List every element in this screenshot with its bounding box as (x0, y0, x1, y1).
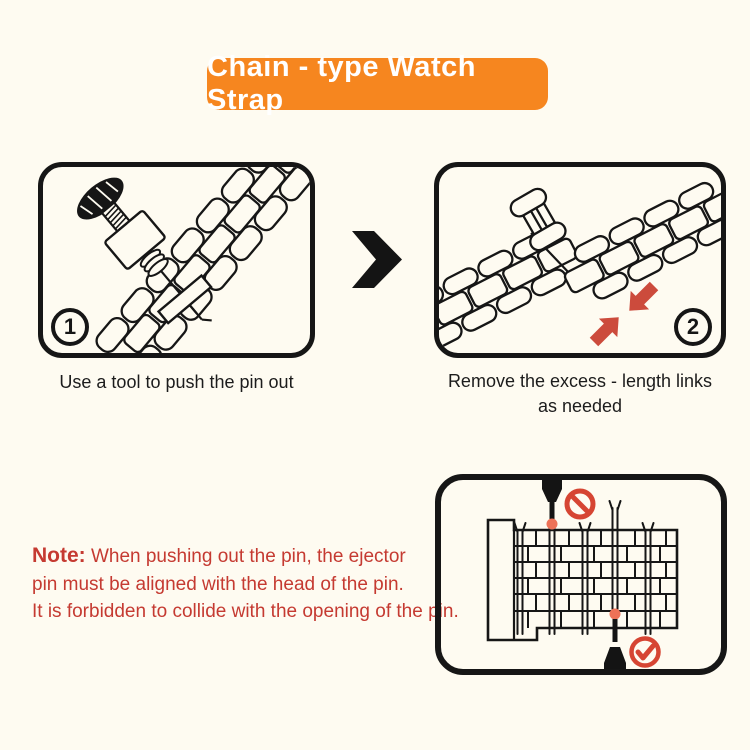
note-text: Note: When pushing out the pin, the ejector pin must be aligned with the head of the pin. It is forbidden to collide with the opening of the pin. (32, 544, 459, 622)
ejector-tool-top (542, 480, 562, 530)
note-label: Note: (32, 544, 86, 567)
contact-dot-top (547, 519, 558, 530)
step1-panel (38, 162, 315, 358)
prohibition-icon (567, 491, 593, 517)
ejector-tool-bottom (604, 609, 626, 670)
step2-panel (434, 162, 726, 358)
chain-segment-lower (439, 221, 586, 353)
next-step-arrow-icon (352, 231, 402, 288)
step2-caption: Remove the excess - length links as needed (447, 371, 713, 416)
chain-segment-upper (555, 171, 721, 310)
pin-alignment-diagram (441, 480, 721, 669)
step2-number-badge: 2 (674, 308, 712, 346)
step1-number-badge: 1 (51, 308, 89, 346)
pin-alignment-detail-panel (435, 474, 727, 675)
join-arrow-up-right-icon (585, 308, 628, 351)
page-title: Chain - type Watch Strap (207, 51, 476, 116)
title-banner (207, 51, 548, 116)
step1-caption: Use a tool to push the pin out (59, 372, 294, 392)
contact-dot-bottom (610, 609, 621, 620)
check-circle-icon (632, 639, 659, 666)
